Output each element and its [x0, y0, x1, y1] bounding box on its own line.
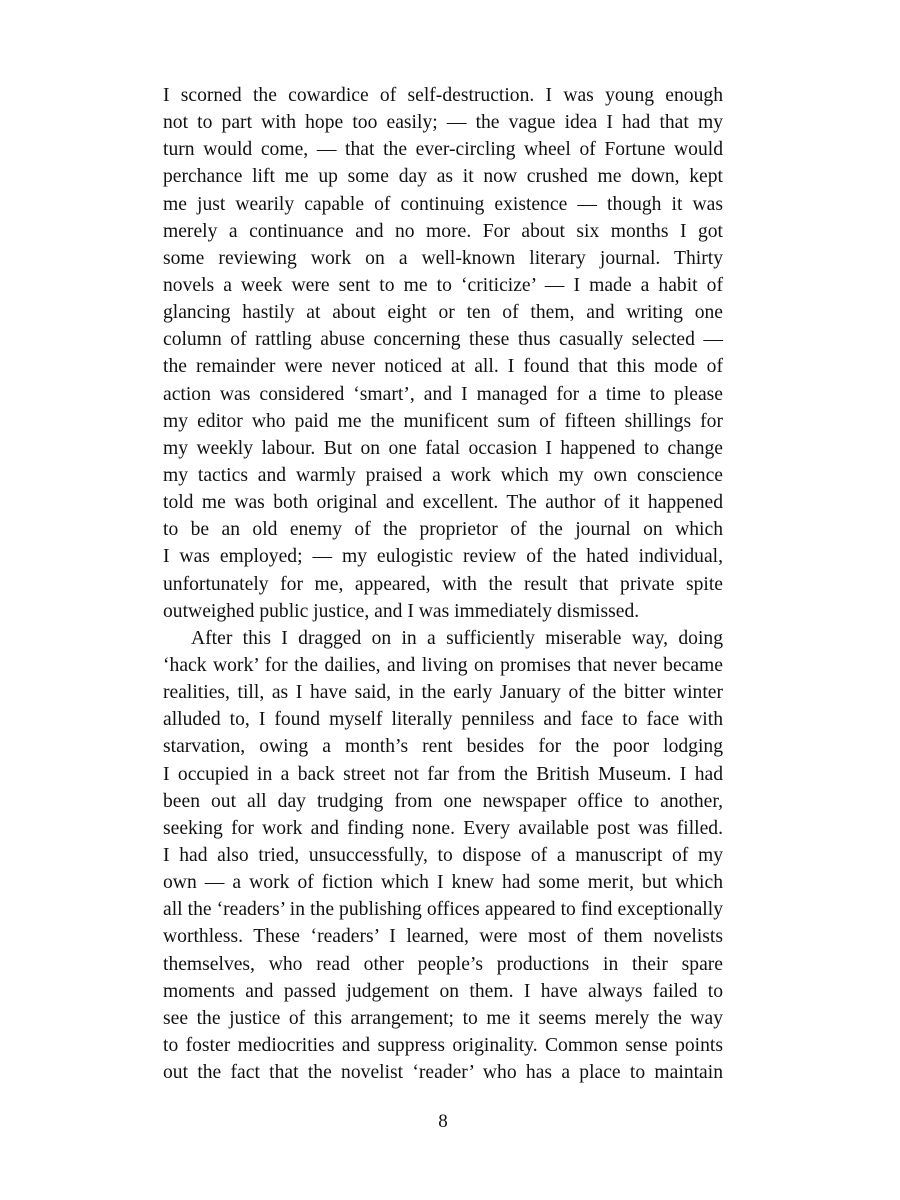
- text-line: I had also tried, unsuccessfully, to dispose of a manuscript of my: [163, 844, 723, 866]
- text-line: outweighed public justice, and I was immediately dismissed.: [163, 600, 640, 622]
- text-line: I was employed; — my eulogistic review of the hated individual,: [163, 546, 723, 568]
- paragraph-2: [163, 625, 723, 1086]
- text-line: been out all day trudging from one newspaper office to another,: [163, 790, 723, 812]
- text-line: out the fact that the novelist ‘reader’ who has a place to maintain: [163, 1062, 723, 1084]
- text-line: my editor who paid me the munificent sum of fifteen shillings for: [163, 410, 723, 432]
- text-line: moments and passed judgement on them. I have always failed to: [163, 980, 723, 1002]
- text-line: the remainder were never noticed at all. I found that this mode of: [163, 356, 723, 378]
- text-line: unfortunately for me, appeared, with the result that private spite: [163, 573, 723, 595]
- text-line: starvation, owing a month’s rent besides for the poor lodging: [163, 736, 723, 758]
- text-line: ‘hack work’ for the dailies, and living on promises that never became: [163, 654, 723, 676]
- text-line: my tactics and warmly praised a work which my own conscience: [163, 464, 723, 486]
- text-line: themselves, who read other people’s productions in their spare: [163, 953, 723, 975]
- text-line: some reviewing work on a well-known literary journal. Thirty: [163, 247, 723, 269]
- text-line: action was considered ‘smart’, and I managed for a time to please: [163, 383, 723, 405]
- text-line: worthless. These ‘readers’ I learned, were most of them novelists: [163, 926, 723, 948]
- text-line: told me was both original and excellent. The author of it happened: [163, 492, 723, 514]
- text-line: to foster mediocrities and suppress originality. Common sense points: [163, 1034, 723, 1056]
- text-line: After this I dragged on in a sufficiently miserable way, doing: [191, 627, 723, 649]
- text-line: me just wearily capable of continuing existence — though it was: [163, 193, 723, 215]
- text-line: turn would come, — that the ever-circling wheel of Fortune would: [163, 139, 723, 161]
- text-line: realities, till, as I have said, in the early January of the bitter winter: [163, 682, 723, 704]
- text-line: column of rattling abuse concerning these thus casually selected —: [163, 329, 723, 351]
- text-line: seeking for work and finding none. Every available post was filled.: [163, 817, 723, 839]
- text-line: I scorned the cowardice of self-destruction. I was young enough: [163, 85, 723, 106]
- text-line: all the ‘readers’ in the publishing offices appeared to find exceptionally: [163, 899, 723, 921]
- text-line: merely a continuance and no more. For about six months I got: [163, 220, 723, 242]
- text-line: I occupied in a back street not far from the British Museum. I had: [163, 763, 723, 785]
- text-line: perchance lift me up some day as it now crushed me down, kept: [163, 166, 723, 188]
- text-line: glancing hastily at about eight or ten of them, and writing one: [163, 302, 723, 324]
- paragraph-1: [163, 82, 723, 625]
- text-line: see the justice of this arrangement; to me it seems merely the way: [163, 1007, 723, 1029]
- body-text: [163, 82, 723, 1086]
- text-line: own — a work of fiction which I knew had some merit, but which: [163, 872, 723, 894]
- page-number: 8: [438, 1111, 448, 1132]
- text-line: not to part with hope too easily; — the vague idea I had that my: [163, 112, 723, 134]
- text-line: to be an old enemy of the proprietor of the journal on which: [163, 519, 723, 541]
- text-line: novels a week were sent to me to ‘criticize’ — I made a habit of: [163, 274, 723, 296]
- text-line: alluded to, I found myself literally penniless and face to face with: [163, 709, 723, 731]
- text-line: my weekly labour. But on one fatal occasion I happened to change: [163, 437, 723, 459]
